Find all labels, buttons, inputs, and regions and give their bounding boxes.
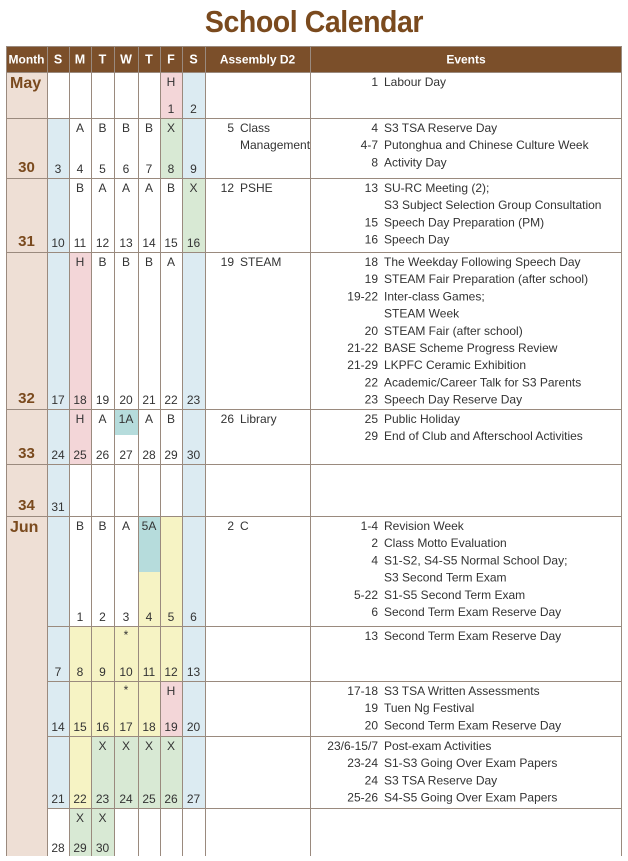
event-description: S1-S3 Going Over Exam Papers: [384, 756, 558, 771]
day-cycle-mark: X: [75, 811, 85, 825]
week-number: 31: [18, 233, 35, 250]
day-number: 12: [164, 665, 178, 679]
event-description: Speech Day Preparation (PM): [384, 215, 545, 230]
holiday-shade: [69, 252, 91, 409]
event-description: Academic/Career Talk for S3 Parents: [384, 375, 582, 390]
event-date: 4: [371, 121, 378, 135]
day-number: 26: [95, 448, 110, 462]
day-cycle-mark: *: [123, 683, 129, 697]
calendar-grid: [6, 46, 622, 856]
day-number: 20: [119, 393, 133, 407]
event-date: 21-29: [347, 358, 378, 373]
day-cycle-mark: B: [166, 181, 176, 195]
day-number: 21: [142, 393, 156, 407]
week-number: 32: [18, 390, 35, 407]
assembly-topic: C: [240, 519, 249, 533]
day-number: 22: [164, 393, 178, 407]
day-number: 24: [51, 448, 65, 462]
event-description: Inter-class Games;: [384, 289, 485, 304]
assembly-topic: STEAM: [240, 255, 282, 269]
day-number: 23: [95, 792, 110, 806]
day-number: 19: [164, 720, 178, 734]
event-description: S3 Second Term Exam: [384, 570, 507, 585]
column-header: W: [120, 52, 132, 67]
day-number: 15: [164, 236, 178, 250]
assembly-topic: PSHE: [240, 181, 273, 195]
day-number: 4: [145, 610, 153, 624]
day-number: 16: [186, 236, 201, 250]
event-date: 22: [364, 375, 378, 390]
event-date: 29: [364, 429, 378, 444]
event-date: 23: [364, 392, 378, 407]
page-title: School Calendar: [204, 4, 424, 39]
day-cycle-mark: B: [121, 255, 131, 269]
event-description: STEAM Week: [384, 306, 460, 321]
column-header: S: [189, 52, 198, 67]
event-date: 20: [364, 718, 378, 733]
day-cycle-mark: B: [121, 121, 131, 135]
day-number: 12: [95, 236, 110, 250]
assembly-topic: Management: [240, 138, 311, 152]
day-cycle-mark: A: [166, 255, 176, 269]
event-date: 8: [371, 155, 378, 170]
day-number: 6: [190, 610, 197, 624]
day-number: 18: [73, 393, 87, 407]
event-date: 18: [364, 255, 378, 269]
day-cycle-mark: B: [75, 181, 85, 195]
day-number: 9: [99, 665, 106, 679]
event-date: 13: [364, 181, 378, 195]
day-number: 29: [164, 448, 178, 462]
day-number: 27: [119, 448, 133, 462]
event-date: 25-26: [347, 790, 378, 805]
day-number: 1: [167, 102, 175, 116]
day-number: 4: [76, 162, 84, 176]
day-cycle-mark: A: [144, 181, 154, 195]
event-description: BASE Scheme Progress Review: [384, 341, 558, 355]
event-date: 25: [364, 412, 378, 426]
day-cycle-mark: A: [98, 181, 107, 195]
day-cycle-mark: B: [75, 519, 85, 533]
event-date: 23/6-15/7: [327, 739, 378, 753]
event-date: 20: [364, 323, 378, 338]
day-number: 5: [167, 610, 175, 624]
day-cycle-mark: H: [75, 412, 85, 426]
day-cycle-mark: 5A: [141, 519, 157, 533]
day-number: 14: [142, 236, 156, 250]
event-date: 6: [371, 605, 378, 619]
day-cycle-mark: H: [166, 684, 176, 698]
column-header: Assembly D2: [219, 52, 296, 67]
event-description: Second Term Exam Reserve Day: [384, 718, 562, 733]
column-header: T: [98, 52, 107, 67]
event-description: Labour Day: [384, 75, 447, 89]
event-description: S4-S5 Going Over Exam Papers: [384, 790, 558, 805]
event-date: 19: [364, 272, 378, 287]
event-description: Second Term Exam Reserve Day: [384, 605, 562, 619]
event-date: 24: [364, 773, 378, 788]
week-number: 33: [18, 445, 35, 462]
day-number: 16: [95, 720, 110, 734]
event-description: Public Holiday: [384, 412, 461, 426]
day-number: 11: [73, 236, 87, 250]
event-date: 4: [371, 553, 378, 568]
day-cycle-mark: X: [166, 739, 176, 753]
day-number: 13: [186, 665, 201, 679]
day-number: 3: [54, 162, 62, 176]
week-number: 34: [18, 497, 35, 514]
assembly-topic: Class: [240, 121, 271, 135]
day-number: 14: [51, 720, 65, 734]
event-description: LKPFC Ceramic Exhibition: [384, 358, 527, 373]
event-description: S3 TSA Reserve Day: [384, 773, 498, 788]
day-number: 2: [190, 102, 197, 116]
column-header: Month: [8, 52, 45, 67]
event-description: Tuen Ng Festival: [384, 701, 475, 716]
event-date: 21-22: [347, 341, 378, 355]
event-date: 16: [364, 232, 378, 247]
event-description: Speech Day: [384, 232, 450, 247]
day-cycle-mark: B: [98, 519, 107, 533]
saturday-shade: [182, 72, 205, 626]
day-number: 28: [51, 841, 65, 855]
event-date: 13: [364, 629, 378, 643]
day-number: 5: [99, 162, 106, 176]
event-description: The Weekday Following Speech Day: [384, 255, 581, 269]
day-number: 24: [119, 792, 133, 806]
day-number: 23: [186, 393, 201, 407]
day-cycle-mark: X: [166, 121, 176, 135]
event-date: 5-22: [353, 587, 378, 602]
day-number: 10: [51, 236, 65, 250]
day-number: 17: [51, 393, 65, 407]
event-description: Activity Day: [384, 155, 447, 170]
event-description: S1-S5 Second Term Exam: [384, 587, 526, 602]
day-number: 29: [73, 841, 87, 855]
event-description: Second Term Exam Reserve Day: [384, 629, 562, 643]
day-number: 22: [73, 792, 87, 806]
assembly-date: 12: [220, 181, 234, 195]
day-cycle-mark: X: [98, 811, 107, 825]
event-description: STEAM Fair (after school): [384, 323, 523, 338]
event-date: 15: [364, 215, 378, 230]
day-number: 9: [190, 162, 197, 176]
assembly-date: 5: [227, 121, 234, 135]
day-cycle-mark: 1A: [118, 412, 134, 426]
day-cycle-mark: B: [98, 121, 107, 135]
event-date: 23-24: [347, 756, 378, 771]
event-description: Putonghua and Chinese Culture Week: [384, 138, 589, 153]
day-number: 2: [99, 610, 106, 624]
event-description: Class Motto Evaluation: [384, 536, 507, 551]
day-cycle-mark: A: [121, 519, 131, 533]
day-number: 27: [186, 792, 201, 806]
column-header: Events: [446, 52, 486, 67]
column-header: T: [145, 52, 153, 67]
event-date: 1-4: [360, 519, 378, 533]
event-description: Post-exam Activities: [384, 739, 492, 753]
day-number: 18: [142, 720, 156, 734]
column-header: F: [167, 52, 175, 67]
column-header: S: [53, 52, 63, 67]
week-number: 30: [18, 159, 35, 176]
assembly-date: 19: [220, 255, 234, 269]
event-description: STEAM Fair Preparation (after school): [384, 272, 589, 287]
day-cycle-mark: A: [144, 412, 154, 426]
event-description: S1-S2, S4-S5 Normal School Day;: [384, 553, 568, 568]
day-number: 30: [186, 448, 201, 462]
day-number: 11: [142, 665, 156, 679]
day-cycle-mark: B: [98, 255, 107, 269]
event-description: S3 Subject Selection Group Consultation: [384, 198, 602, 213]
day-number: 10: [119, 665, 133, 679]
event-description: Revision Week: [384, 519, 464, 533]
day-number: 26: [164, 792, 178, 806]
day-number: 13: [119, 236, 133, 250]
event-date: 2: [371, 536, 378, 551]
day-number: 3: [122, 610, 130, 624]
day-cycle-mark: H: [166, 75, 176, 89]
day-cycle-mark: B: [144, 255, 154, 269]
assembly-date: 2: [227, 519, 234, 533]
day-number: 30: [95, 841, 110, 855]
day-number: 6: [122, 162, 130, 176]
day-number: 7: [145, 162, 153, 176]
day-number: 19: [95, 393, 110, 407]
day-number: 25: [142, 792, 156, 806]
day-cycle-mark: B: [166, 412, 176, 426]
event-description: End of Club and Afterschool Activities: [384, 429, 583, 444]
month-label: Jun: [10, 519, 39, 536]
day-cycle-mark: H: [75, 255, 85, 269]
event-date: 17-18: [347, 684, 378, 698]
event-date: 19-22: [347, 289, 378, 304]
assembly-topic: Library: [240, 412, 277, 426]
assembly-date: 26: [220, 412, 234, 426]
day-cycle-mark: X: [189, 181, 198, 195]
day-cycle-mark: B: [144, 121, 154, 135]
day-cycle-mark: X: [144, 739, 154, 753]
column-header: M: [74, 52, 86, 67]
day-cycle-mark: *: [123, 628, 129, 642]
day-number: 1: [76, 610, 84, 624]
month-label: May: [10, 75, 42, 92]
day-number: 15: [73, 720, 87, 734]
event-date: 4-7: [360, 138, 378, 153]
day-number: 8: [167, 162, 175, 176]
day-cycle-mark: A: [98, 412, 107, 426]
sunday-shade: [47, 118, 69, 808]
event-description: SU-RC Meeting (2);: [384, 181, 490, 195]
day-cycle-mark: A: [75, 121, 85, 135]
day-cycle-mark: A: [121, 181, 131, 195]
day-number: 7: [54, 665, 62, 679]
day-number: 28: [142, 448, 156, 462]
day-number: 21: [51, 792, 65, 806]
day-number: 20: [186, 720, 201, 734]
event-date: 19: [364, 701, 378, 716]
day-number: 8: [76, 665, 84, 679]
event-description: S3 TSA Written Assessments: [384, 684, 540, 698]
calendar-table: [6, 46, 622, 856]
day-number: 25: [73, 448, 87, 462]
day-cycle-mark: X: [121, 739, 131, 753]
day-number: 17: [119, 720, 133, 734]
event-description: S3 TSA Reserve Day: [384, 121, 498, 135]
day-cycle-mark: X: [98, 739, 107, 753]
day-number: 31: [51, 500, 65, 514]
event-date: 1: [371, 75, 378, 89]
event-description: Speech Day Reserve Day: [384, 392, 523, 407]
